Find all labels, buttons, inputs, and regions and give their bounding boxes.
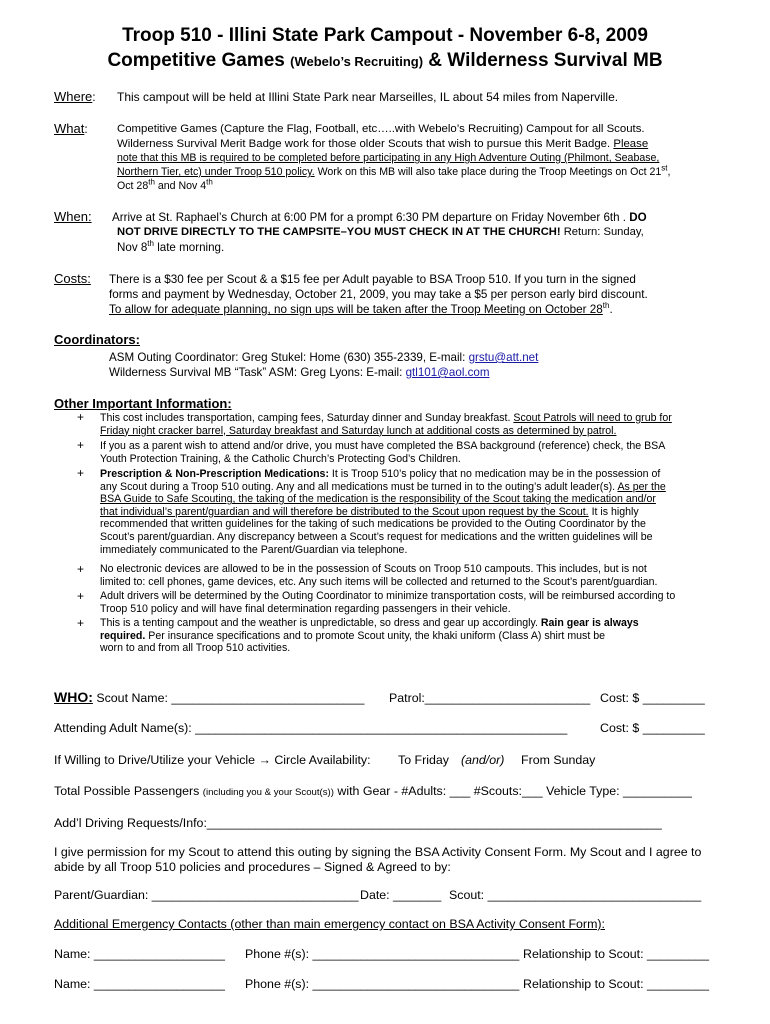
coordinator-email-link-2[interactable]: gtl101@aol.com xyxy=(405,366,490,379)
what-line-5-sup2: th xyxy=(206,177,213,187)
permission-line-2: abide by all Troop 510 policies and procedures – Signed & Agreed to by: xyxy=(54,860,451,874)
what-line-5a: Oct 28 xyxy=(117,180,149,192)
what-line-5b: and Nov 4 xyxy=(154,180,207,192)
when-line-1a: Arrive at St. Raphael’s Church at 6:00 PM for a prompt 6:30 PM departure on Friday November 6th . xyxy=(112,211,630,224)
costs-line-3 xyxy=(109,302,613,317)
what-line-4a: Northern Tier, etc) under Troop 510 policy. xyxy=(117,166,315,178)
bullet-2-text xyxy=(100,440,720,465)
costs-line-3b: . xyxy=(609,303,613,316)
when-line-2a: NOT DRIVE DIRECTLY TO THE CAMPSITE–YOU MUST CHECK IN AT THE CHURCH! xyxy=(117,226,561,238)
bullet-5-marker: + xyxy=(77,589,85,603)
what-line-5-sup1: th xyxy=(148,177,155,187)
bullet-3a: Prescription & Non-Prescription Medications: xyxy=(100,468,329,480)
passengers-row xyxy=(54,784,692,800)
bullet-3b: It is Troop 510’s policy that no medication may be in the possession of xyxy=(328,468,661,480)
bullet-6d: Per insurance specifications and to promote Scout unity, the khaki uniform (Class A) shirt must be xyxy=(145,629,606,642)
scout-signature-field[interactable]: Scout: _______________________________ xyxy=(449,888,702,902)
bullet-5-text xyxy=(100,590,720,615)
coordinators-heading: Coordinators: xyxy=(54,332,140,347)
who-label: WHO: xyxy=(54,689,93,705)
what-line-4-sup: st xyxy=(661,163,668,173)
and-or-text: (and/or) xyxy=(461,753,505,767)
when-line-1 xyxy=(112,210,647,225)
bullet-3-marker: + xyxy=(77,466,85,480)
bullet-4a: No electronic devices are allowed to be in the possession of Scouts on Troop 510 campouts. This includes, but is not xyxy=(100,563,647,575)
bullet-1-text xyxy=(100,412,720,437)
bullet-6b: Rain gear is always xyxy=(540,617,639,629)
where-label-row xyxy=(54,89,96,105)
costs-label: Costs: xyxy=(54,271,91,286)
who-row xyxy=(54,690,364,706)
subtitle-mb: & Wilderness Survival MB xyxy=(423,50,663,71)
bullet-4-marker: + xyxy=(77,562,85,576)
coordinator-line-1-text: ASM Outing Coordinator: Greg Stukel: Home (630) 355-2339, E-mail: xyxy=(109,351,469,364)
bullet-3e: BSA Guide to Safe Scouting, the taking of the medication is the responsibility of the Scout taking the medication and/or xyxy=(100,493,656,506)
scout-name-field[interactable]: Scout Name: ____________________________ xyxy=(92,691,365,705)
bullet-3c: any Scout during a Troop 510 outing. Any and all medications must be turned in to the outing’s adult leader(s). xyxy=(100,480,618,493)
bullet-2-marker: + xyxy=(77,438,85,452)
bullet-2b: Youth Protection Training, & the Catholic Church’s Protecting God’s Children. xyxy=(100,452,461,465)
bullet-5b: Troop 510 policy and will have final determination regarding passengers in their vehicle. xyxy=(100,602,511,615)
contact-2-phone-field[interactable]: Phone #(s): ______________________________ xyxy=(245,977,520,991)
subtitle-games: Competitive Games xyxy=(107,50,291,71)
what-line-4c: , xyxy=(667,166,671,178)
bullet-4-text xyxy=(100,563,720,588)
what-line-3: note that this MB is required to be completed before participating in any High Adventure Outing (Philmont, Seabase, xyxy=(117,152,660,164)
bullet-6-marker: + xyxy=(77,616,85,630)
costs-label-row xyxy=(54,271,91,287)
bullet-3i: Scout’s parent/guardian. Any discrepancy between a Scout’s request for medications and the written guidelines will be xyxy=(100,530,653,543)
contact-1-relationship-field[interactable]: Relationship to Scout: _________ xyxy=(523,947,709,961)
what-label: What xyxy=(54,121,85,136)
costs-line-2: forms and payment by Wednesday, October 21, 2009, you may take a $5 per person early bird discount. xyxy=(109,288,648,301)
bullet-3d: As per the xyxy=(617,480,666,493)
to-friday-option[interactable]: To Friday xyxy=(398,753,449,767)
when-line-3-sup: th xyxy=(147,239,154,249)
where-text: This campout will be held at Illini State Park near Marseilles, IL about 54 miles from Naperville. xyxy=(117,90,619,104)
contact-2-relationship-field[interactable]: Relationship to Scout: _________ xyxy=(523,977,709,991)
from-sunday-option[interactable]: From Sunday xyxy=(521,753,596,767)
attending-adult-field[interactable]: Attending Adult Name(s): ______________________________________________________ xyxy=(54,721,568,735)
parent-guardian-field[interactable]: Parent/Guardian: ______________________________ xyxy=(54,888,359,902)
what-line-2b: Please xyxy=(613,138,649,150)
what-line-4b: Work on this MB will also take place during the Troop Meetings on Oct 21 xyxy=(314,166,662,178)
passengers-fields[interactable]: with Gear - #Adults: ___ #Scouts:___ Vehicle Type: __________ xyxy=(333,784,692,798)
drive-availability-label: If Willing to Drive/Utilize your Vehicle → Circle Availability: xyxy=(54,753,371,767)
passengers-label: Total Possible Passengers xyxy=(54,784,203,798)
bullet-6e: worn to and from all Troop 510 activities. xyxy=(100,642,291,655)
costs-line-3a: To allow for adequate planning, no sign ups will be taken after the Troop Meeting on October 28 xyxy=(109,303,603,316)
bullet-3g: It is highly xyxy=(588,505,639,518)
what-line-5 xyxy=(117,179,213,194)
what-line-2 xyxy=(117,137,648,152)
bullet-3-text xyxy=(100,468,720,556)
what-label-row xyxy=(54,121,88,137)
contact-1-name-field[interactable]: Name: ___________________ xyxy=(54,947,225,961)
costs-line-1: There is a $30 fee per Scout & a $15 fee per Adult payable to BSA Troop 510. If you turn in the signed xyxy=(109,273,636,286)
bullet-5a: Adult drivers will be determined by the Outing Coordinator to minimize transportation costs, will be reimbursed according to xyxy=(100,590,676,602)
additional-contacts-heading: Additional Emergency Contacts (other than main emergency contact on BSA Activity Consent Form): xyxy=(54,917,605,931)
page-title: Troop 510 - Illini State Park Campout - November 6-8, 2009 xyxy=(122,25,648,46)
date-field[interactable]: Date: _______ xyxy=(360,888,442,902)
when-line-3a: Nov 8 xyxy=(117,241,148,254)
where-colon: : xyxy=(92,90,96,104)
bullet-1b: Scout Patrols will need to grub for xyxy=(513,412,672,424)
when-line-3 xyxy=(117,240,224,255)
costs-line-3-sup: th xyxy=(602,301,610,311)
where-label: Where xyxy=(54,89,93,104)
bullet-1c: Friday night cracker barrel, Saturday breakfast and Saturday lunch at additional costs as determined by patrol. xyxy=(100,424,617,437)
page-subtitle xyxy=(0,50,770,73)
permission-line-1: I give permission for my Scout to attend this outing by signing the BSA Activity Consent Form. My Scout and I agree to xyxy=(54,845,702,859)
bullet-3j: immediately communicated to the Parent/Guardian via telephone. xyxy=(100,543,408,556)
adult-cost-field[interactable]: Cost: $ _________ xyxy=(600,721,705,735)
what-line-2a: Wilderness Survival Merit Badge work for those older Scouts that wish to pursue this Merit Badge. xyxy=(117,138,614,150)
bullet-3f: that individual’s parent/guardian and will therefore be distributed to the Scout upon request by the Scout. xyxy=(100,505,589,518)
contact-2-name-field[interactable]: Name: ___________________ xyxy=(54,977,225,991)
coordinator-email-link-1[interactable]: grstu@att.net xyxy=(468,351,539,364)
bullet-1a: This cost includes transportation, camping fees, Saturday dinner and Sunday breakfast. xyxy=(100,412,514,424)
contact-1-phone-field[interactable]: Phone #(s): ______________________________ xyxy=(245,947,520,961)
what-colon: : xyxy=(84,122,88,136)
passengers-note: (including you & your Scout(s)) xyxy=(202,787,334,798)
what-line-1: Competitive Games (Capture the Flag, Football, etc…..with Webelo’s Recruiting) Campout for all Scouts. xyxy=(117,123,645,135)
coordinator-line-2 xyxy=(109,365,490,380)
bullet-6c: required. xyxy=(100,629,146,642)
bullet-4b: limited to: cell phones, game devices, etc. Any such items will be collected and returned to the Scout’s parent/guardian. xyxy=(100,575,658,588)
bullet-3h: recommended that written guidelines for the taking of such medications be provided to the Outing Coordinator by the xyxy=(100,518,646,531)
when-line-2 xyxy=(117,225,644,240)
when-line-1b: DO xyxy=(629,211,647,224)
driving-requests-field[interactable]: Add’l Driving Requests/Info:__________________________________________________________________ xyxy=(54,816,662,830)
bullet-1-marker: + xyxy=(77,410,85,424)
subtitle-recruiting: (Webelo’s Recruiting) xyxy=(290,54,424,69)
other-info-heading: Other Important Information: xyxy=(54,396,232,411)
coordinator-line-2-text: Wilderness Survival MB “Task” ASM: Greg Lyons: E-mail: xyxy=(109,366,406,379)
bullet-2a: If you as a parent wish to attend and/or drive, you must have completed the BSA background (reference) check, the BSA xyxy=(100,440,666,452)
coordinator-line-1 xyxy=(109,350,538,365)
when-line-3b: late morning. xyxy=(153,241,225,254)
what-line-4 xyxy=(117,165,670,180)
when-label-row xyxy=(54,209,92,225)
when-line-2b: Return: Sunday, xyxy=(560,226,644,238)
bullet-6-text xyxy=(100,617,720,655)
patrol-field[interactable]: Patrol:________________________ xyxy=(389,691,591,705)
bullet-6a: This is a tenting campout and the weather is unpredictable, so dress and gear up accordingly. xyxy=(100,617,541,629)
when-label: When: xyxy=(54,209,92,224)
scout-cost-field[interactable]: Cost: $ _________ xyxy=(600,691,705,705)
